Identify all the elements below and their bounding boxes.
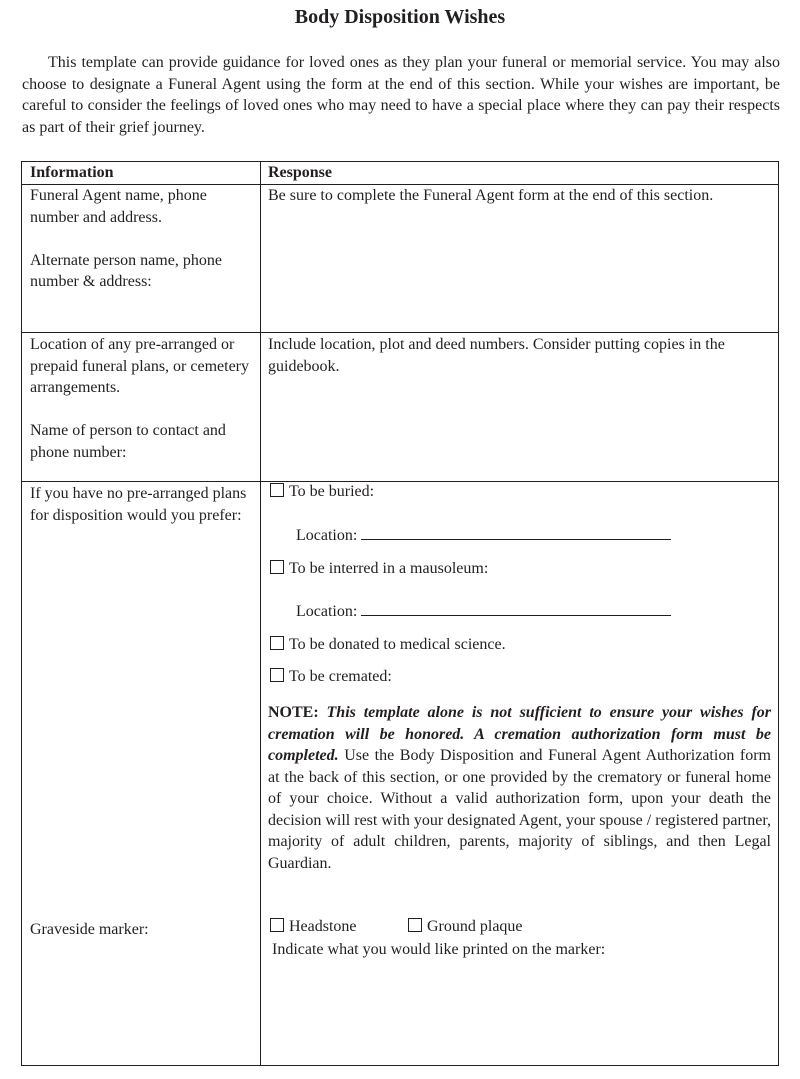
page-title: Body Disposition Wishes [294,6,506,28]
cremation-note [268,702,771,874]
option-mausoleum [270,560,488,578]
option-ground-plaque [408,918,523,936]
buried-checkbox[interactable] [270,483,284,497]
mausoleum-checkbox[interactable] [270,560,284,574]
burial-location-field[interactable] [361,539,671,540]
row2-info [30,334,256,463]
disposition-preference-label: If you have no pre-arranged plans for disposition would you prefer: [30,485,247,524]
option-buried [270,483,374,501]
ground-plaque-checkbox[interactable] [408,918,422,932]
donated-label: To be donated to medical science. [289,636,506,653]
buried-label: To be buried: [289,483,375,500]
row2-response: Include location, plot and deed numbers. Consider putting copies in the guidebook. [268,336,725,375]
marker-instruction: Indicate what you would like printed on the marker: [272,941,606,958]
option-donated [270,636,506,654]
header-information: Information [30,164,114,181]
cremated-checkbox[interactable] [270,668,284,682]
option-cremated [270,668,392,686]
funeral-agent-label: Funeral Agent name, phone number and address. [30,187,207,226]
disposition-table [21,161,779,1066]
prearranged-plans-label: Location of any pre-arranged or prepaid funeral plans, or cemetery arrangements. [30,336,250,396]
location-label: Location: [296,603,358,620]
note-body: Use the Body Disposition and Funeral Agent Authorization form at the back of this section, or one provided by the crematory or funeral home of your choice. Without a valid authorization form, upon your death the decision will rest with your designated Agent, your spouse / registered partner, majority of adult children, parents, majority of siblings, and then Legal Guardian. [268,747,772,872]
mausoleum-location-field[interactable] [361,615,671,616]
intro-paragraph: This template can provide guidance for loved ones as they plan your funeral or memorial service. You may also choose to designate a Funeral Agent using the form at the end of this section. While your wishes are important, be careful to consider the feelings of loved ones who may need to have a special place where they can pay their respects as part of their grief journey. [22,54,780,136]
note-emphasis: This template alone is not sufficient to ensure your wishes for cremation will be honored. A cremation authorization form must be completed. [268,704,772,764]
headstone-checkbox[interactable] [270,918,284,932]
cremated-label: To be cremated: [289,668,392,685]
mausoleum-location [296,603,671,621]
contact-person-label: Name of person to contact and phone number: [30,422,226,461]
graveside-marker-label: Graveside marker: [30,921,149,938]
donated-checkbox[interactable] [270,636,284,650]
row1-response: Be sure to complete the Funeral Agent form at the end of this section. [268,187,714,204]
row-divider-1 [22,332,778,333]
headstone-label: Headstone [289,918,357,935]
header-response: Response [268,164,333,181]
column-divider [260,162,261,1065]
mausoleum-label: To be interred in a mausoleum: [289,560,489,577]
note-label: NOTE: [268,704,319,721]
burial-location [296,527,671,545]
location-label: Location: [296,527,358,544]
row1-info [30,185,256,293]
alternate-person-label: Alternate person name, phone number & address: [30,251,222,290]
row-divider-2 [22,481,778,482]
option-headstone [270,918,357,936]
ground-plaque-label: Ground plaque [427,918,523,935]
